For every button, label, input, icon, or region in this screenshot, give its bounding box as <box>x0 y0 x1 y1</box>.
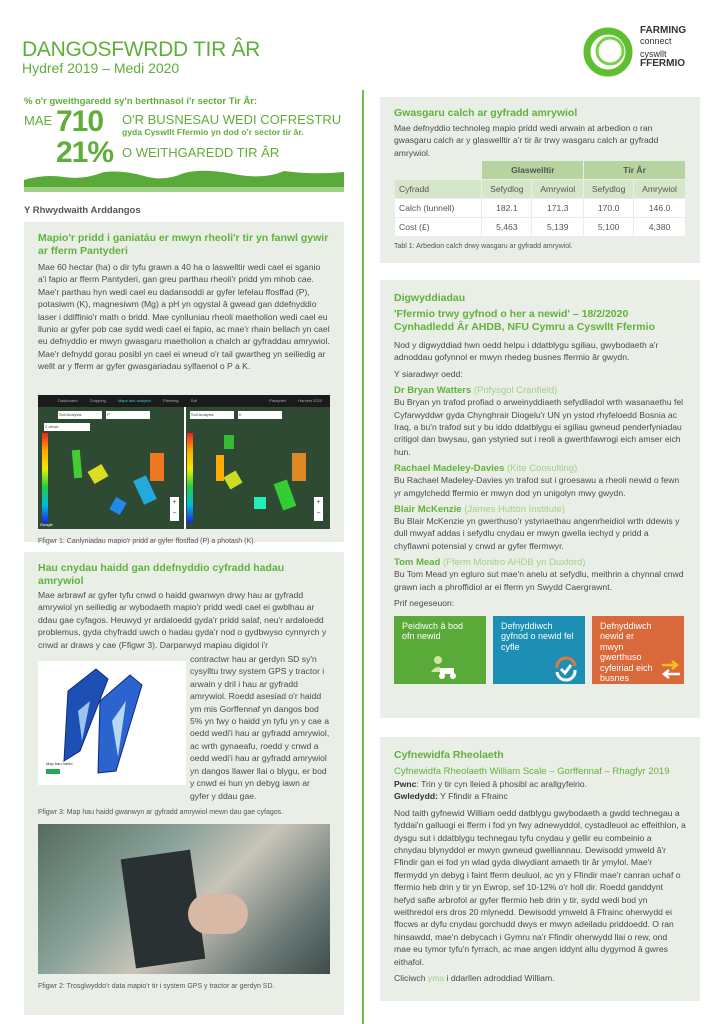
exchange-arrows-icon <box>660 660 682 680</box>
stat-text-2: O WEITHGAREDD TIR ÂR <box>122 145 280 160</box>
table-row <box>395 218 686 237</box>
management-exchange-box: Cyfnewidfa Rheolaeth Cyfnewidfa Rheolaeth William Scale – Gorffennaf – Rhagfyr 2019 Pwnc: Trin y tir cyn lleied â phosibl ac arallgyfeirio. Gwledydd: Y Ffindir a Ffrainc Nod taith gyfnewid William oedd datblygu gwybodaeth a gwdd technegau a fyddai'n galluogi ei fferm i fod yn fwy adnewyddol, cystadleuol ac effeithlon, a dysgu sut i ddatblygu technegau tyfu cnydau y gellir eu combeinio a chnydau blynyddol er mwyn gwneud gwelliannau. Dewisodd ymweld â'r Ffindir gan ei fod yn wlad gyda diwydiant amaeth tir âr ymylol. Mae'r ffermydd yn debyg i faint fferm deuluol, ac yn y Ffindir mae'r canran uchaf o ffermio heb drin y tir yn Ewrop, sef 10-12% o'r holl dir. Roedd ganddynt hefyd safle arbrofol ar gyfer ffermio heb drin y tir, sydd wedi bod yn weithredol ers dros 20 mlynedd. Dewisodd ymweld â Ffrainc oherwydd ei ffocws ar dyfu cnydau gorchudd dwys er mwyn adeiladu priddoedd. O ran hinsawdd, mae'n debycach i Gymru na'r Ffindir oherwydd llai o rew, ond mae eu tymor tyfu'n fyrrach, ac mae angen iddynt allu dygymod â gwres eithafol. Cliciwch yma i ddarllen adroddiad William. <box>380 737 700 1001</box>
soil-map-screenshot <box>38 395 330 529</box>
nutrient-dropdown[interactable]: K <box>238 411 282 419</box>
zoom-controls[interactable]: + − <box>170 497 179 521</box>
link-prefix: Cliciwch <box>394 973 426 984</box>
message-tile: Defnyddiwch gyfnod o newid fel cyfle <box>493 616 585 684</box>
logo-text: FARMING <box>640 25 687 36</box>
field-zone <box>109 497 126 515</box>
table-header: Sefydlog <box>482 180 532 199</box>
farmer-tractor-icon <box>428 654 458 680</box>
lime-spreading-box <box>380 97 700 263</box>
figure-caption: Ffigwr 3: Map hau haidd gwanwyn ar gyfradd amrywiol mewn dau gae cyfagos. <box>38 808 284 816</box>
box-body: Mae 60 hectar (ha) o dir tyfu grawn a 40 ha o laswelltir wedi cael ei sganio a'i fapio ar fferm Pantyderi, gan greu parthau rheoli'r pridd ym mhob cae. Mae'r parthau hyn wedi cael eu dadansoddi ar gyfer lefelau ffosffad (P), potasiwm (K), magnesiwm (Mg) a pH yn ogystal â gwead gan ddefnyddio laser i ddiffinio'r math o bridd. Mae cynlluniau rheoli maetholion wedi cael eu llunio ar gyfer pob cae sydd wedi cael ei fapio, ac mae'r rhain bellach yn cael eu defnyddio er mwyn gwasgaru maetholion a chalch ar gyfraddau amrywiol. Mae'r defnydd gorau posibl yn cael ei wneud o'r tail gwartheg yn seiliedig ar wellt ar y fferm ar gyfer gwasgariadau sylfaenol o P a K. <box>38 262 330 372</box>
soil-mapping-box <box>24 222 344 545</box>
table-header: Amrywiol <box>532 180 584 199</box>
table-cell: 146.0 <box>634 199 686 218</box>
views-dropdown[interactable]: 2 views <box>44 423 90 431</box>
box-body-continued: contractwr hau ar gerdyn SD sy'n cysylltu trwy system GPS y tractor i arwain y dril i hau ar gyfradd amrywiol. Roedd asesiad o'r haidd ym mis Gorffennaf yn dangos bod 5% yn fwy o haidd yn tyfu yn y cae a oedd wedi'i hau ar gyfradd amrywiol, ac wrth gynaeafu, roedd y cnwd a oedd wedi'i hau ar gyfradd amrywiol yn dangos llawer llai o blygu, er bod y cnwd ei hun yn debyg iawn ar gyfer y ddau gae. <box>190 654 330 801</box>
seeding-map-figure <box>38 661 186 785</box>
table-cell: 5,100 <box>584 218 634 237</box>
page-title: DANGOSFWRDD TIR ÂR <box>22 38 261 61</box>
speaker-text: Bu Rachael Madeley-Davies yn trafod sut i groesawu a rheoli newid o fewn yr amgylchedd ffermio er mwyn dod yn unigolyn mwy gwydn. <box>394 475 680 498</box>
table-header: Cyfradd <box>395 180 482 199</box>
table-row <box>395 199 686 218</box>
logo-text: FFERMIO <box>640 58 685 69</box>
stats-heading: % o'r gweithgaredd sy'n berthnasol i'r sector Tir Âr: <box>24 96 258 107</box>
table-header: Sefydlog <box>584 180 634 199</box>
stats-mae: MAE <box>24 113 53 128</box>
table-cell: 4,380 <box>634 218 686 237</box>
country-label: Gwledydd: <box>394 791 438 802</box>
table-header: Amrywiol <box>634 180 686 199</box>
speaker-text: Bu Tom Mead yn egluro sut mae'n anelu at sefydlu, meithrin a chynnal cnwd grawn iach a phroffidiol ar ei fferm yn Swydd Caergrawnt. <box>394 569 684 592</box>
box-body: Mae defnyddio technoleg mapio pridd wedi arwain at arbedion o ran gwasgaru calch ar y glaswelltir a'r tir âr trwy wasgaru calch ar gyfradd amrywiol. <box>394 123 659 158</box>
map-legend: Map hau haidd <box>46 761 73 767</box>
figure-caption: Ffigwr 2: Trosglwyddo'r data mapio'r tir i system GPS y tractor ar gerdyn SD. <box>38 982 275 990</box>
field-zone <box>72 449 82 478</box>
box-title: Hau cnydau haidd gan ddefnyddio cyfradd hadau amrywiol <box>38 562 285 587</box>
barley-seeding-box <box>24 552 344 1015</box>
table-cell: Cost (£) <box>395 218 482 237</box>
logo-text: cyswllt <box>640 49 667 59</box>
table-cell: 171.3 <box>532 199 584 218</box>
speaker-name: Blair McKenzie (James Hutton Institute) <box>394 504 566 516</box>
page-subtitle: Hydref 2019 – Medi 2020 <box>22 60 180 76</box>
field-zone <box>254 497 266 509</box>
stat-text-1: O'R BUSNESAU WEDI COFRESTRU <box>122 112 342 127</box>
table-cell: 5,463 <box>482 218 532 237</box>
field-zone <box>150 453 164 481</box>
stat-text-1b: gyda Cyswllt Ffermio yn dod o'r sector tir âr. <box>122 127 304 137</box>
field-zone <box>274 479 297 510</box>
nutrient-dropdown[interactable]: P <box>106 411 150 419</box>
field-zone <box>223 470 242 489</box>
table-cell: 170.0 <box>584 199 634 218</box>
google-attribution: Google <box>40 521 53 527</box>
field-zone <box>292 453 306 481</box>
table-group-header: Glaswelltir <box>482 161 584 180</box>
speaker-name: Rachael Madeley-Davies (Kite Consulting) <box>394 463 578 475</box>
event-subtitle: Cynhadledd Âr AHDB, NFU Cymru a Cyswllt Ffermio <box>394 321 655 333</box>
speaker-name: Tom Mead (Fferm Monitro AHDB yn Duxford) <box>394 557 586 569</box>
field-zone <box>88 464 109 484</box>
landscape-banner <box>24 162 344 192</box>
box-title: Mapio'r pridd i ganiatáu er mwyn rheoli'r tir yn fanwl gywir ar fferm Pantyderi <box>38 232 329 257</box>
stat-percentage: 21% <box>56 136 114 169</box>
map-tab[interactable]: Planning <box>162 398 179 404</box>
analysis-dropdown[interactable]: Soil Analysis <box>58 411 102 419</box>
link-suffix: i ddarllen adroddiad William. <box>446 973 555 984</box>
table-cell: Calch (tunnell) <box>395 199 482 218</box>
colour-scale <box>42 433 48 523</box>
report-link[interactable]: yma <box>427 973 445 984</box>
figure-caption: Ffigwr 1: Canlyniadau mapio'r pridd ar gyfer ffosffad (P) a photash (K). <box>38 537 256 545</box>
topic-label: Pwnc <box>394 779 417 789</box>
map-tab[interactable]: Cropping <box>89 398 106 404</box>
farm-select[interactable]: Pantyderi <box>269 398 287 404</box>
box-title: Gwasgaru calch ar gyfradd amrywiol <box>394 107 578 119</box>
topic-value: Trin y tir cyn lleied â phosibl ac arallgyfeirio. <box>421 779 587 789</box>
table-cell: 182.1 <box>482 199 532 218</box>
event-intro: Nod y digwyddiad hwn oedd helpu i ddatblygu sgiliau, gwybodaeth a'r adnoddau gofynnol er mwyn rhedeg busnes ffermio âr gwydn. <box>394 340 659 363</box>
column-divider <box>362 90 364 1024</box>
analysis-dropdown[interactable]: Soil Analysis <box>190 411 234 419</box>
stat-registered-count: 710 <box>56 105 104 138</box>
map-tab[interactable]: Maps and analysis <box>117 398 151 404</box>
exchange-subtitle: Cyfnewidfa Rheolaeth William Scale – Gorffennaf – Rhagfyr 2019 <box>394 766 670 777</box>
table-cell: 5,139 <box>532 218 584 237</box>
events-label: Digwyddiadau <box>394 292 466 304</box>
messages-label: Prif negeseuon: <box>394 598 455 609</box>
speaker-text: Bu Bryan yn trafod profiad o arweinyddiaeth sefydliadol wrth wasanaethu fel Cyfarwyddwr gyda Chynghrair Diogelu'r UN yn ystod rhyfeloedd Bosnia ac Iraq, a bu'n trafod sut y bu iddo ddatblygu ei sgiliau gwneud penderfyniadau critigol dan bwysau, gan ystyried sut i reoli a gwerthfawrogi eich amser eich hun. <box>394 397 684 457</box>
event-title: 'Ffermio trwy gyfnod o her a newid' – 18/2/2020 <box>394 308 629 320</box>
message-tile: Defnyddiwch newid er mwyn gwerthuso cyfeiriad eich busnes <box>592 616 684 684</box>
logo-text: connect <box>640 36 672 46</box>
speaker-text: Bu Blair McKenzie yn gwerthuso'r ystyriaethau angenrheidiol wrth ddewis y dull mwyaf addas i sefydlu cnydau er mwyn gwella iechyd y pridd a chyflawni potensial y cnwd ar gyfer ffermwyr. <box>394 516 680 551</box>
speakers-label: Y siaradwyr oedd: <box>394 368 463 379</box>
hand <box>188 894 248 934</box>
table-group-header: Tir Âr <box>584 161 686 180</box>
map-tab[interactable]: Dashboard <box>58 398 78 404</box>
logo-swirl-icon <box>582 24 636 80</box>
farming-connect-logo <box>582 24 702 80</box>
lime-savings-table <box>394 160 686 237</box>
tractor-gps-photo <box>38 824 330 974</box>
events-box <box>380 280 700 718</box>
speaker-name: Dr Bryan Watters (Prifysgol Cranfield) <box>394 385 558 397</box>
check-cycle-icon <box>553 656 579 682</box>
section-label: Y Rhwydwaith Arddangos <box>24 205 141 216</box>
exchange-body: Nod taith gyfnewid William oedd datblygu gwybodaeth a gwdd technegau a fyddai'n galluogi ei fferm i fod yn fwy adnewyddol, cystadleuol ac effeithlon, a dysgu sut i ddatblygu technegau tyfu cnydau y gellir eu combeinio a chnydau blynyddol er mwyn gwneud gwelliannau. Dewisodd ymweld â'r Ffindir gan ei fod yn wlad gyda diwydiant amaeth tir âr ymylol. Mae'r ffermydd yn debyg i faint fferm deuluol, ac yn y Ffindir mae'r canran uchaf o ffermio heb drin y tir yn Ewrop, sef 10-12% o'r holl dir. Roedd ganddynt hefyd safle arbrofol ar gyfer ffermio heb drin y tir, sydd wedi bod yn weithredol ers dros 20 mlynedd. Dewisodd ymweld â Ffrainc oherwydd ei ffocws ar dyfu cnydau gorchudd dwys er mwyn adeiladu priddoedd. O ran hinsawdd, mae'n debycach i Gymru na'r Ffindir oherwydd llai o rew, ond mae eu tymor tyfu'n fyrrach, ac mae angen iddynt allu dygymod â gwres eithafol. <box>394 807 686 967</box>
box-body: Mae arbrawf ar gyfer tyfu cnwd o haidd gwanwyn drwy hau ar gyfradd amrywiol yn seiliedig ar wybodaeth mapio'r pridd wedi cael ei gwblhau ar ddau gae cyfagos. Heuwyd yr ardaloedd gyda'r pridd salaf, neu'r ardaloedd problemus, gyda chyfradd uwch o hadau gyda'r nod o gydbwyso cynnyrch y cnwd ar draws y cae (Ffigwr 3). Darparwyd mapiau digidol i'r <box>38 590 327 650</box>
zoom-controls[interactable]: + − <box>314 497 323 521</box>
table-caption: Tabl 1: Arbedion calch drwy wasgaru ar gyfradd amrywiol. <box>394 243 573 251</box>
country-value: Y Ffindir a Ffrainc <box>440 791 508 802</box>
field-zone <box>224 435 234 449</box>
colour-scale <box>187 433 193 523</box>
exchange-label: Cyfnewidfa Rheolaeth <box>394 749 504 761</box>
map-tab[interactable]: Soil <box>190 398 198 404</box>
message-tile: Peidiwch â bod ofn newid <box>394 616 486 684</box>
map-split <box>184 407 186 529</box>
year-select[interactable]: Harvest 2020 <box>298 398 322 404</box>
